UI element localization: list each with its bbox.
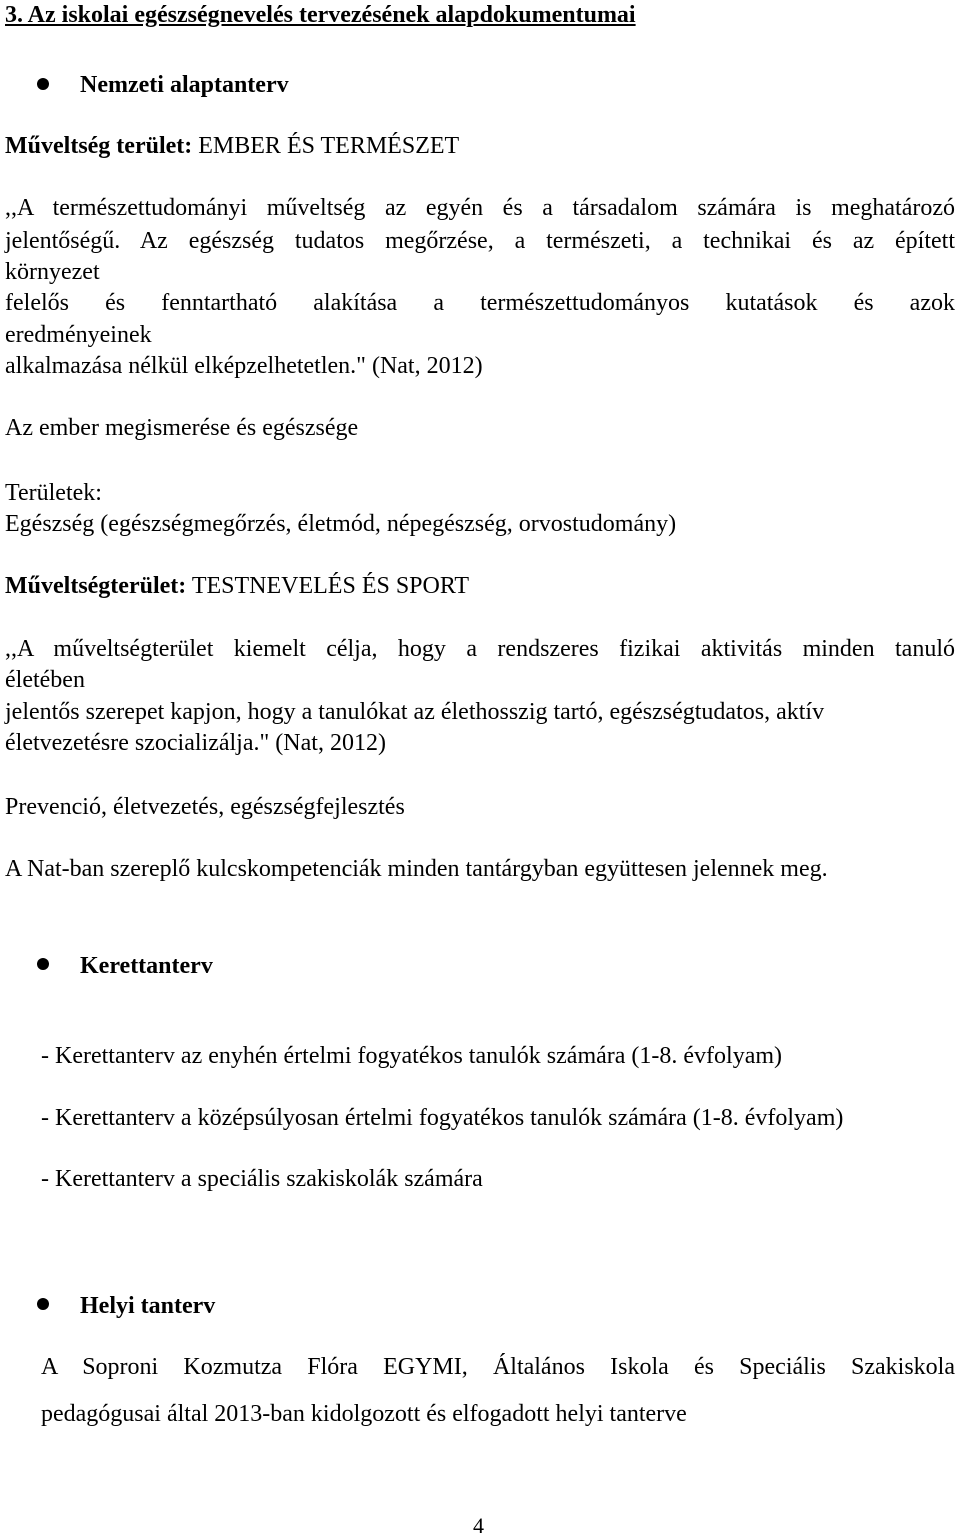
kerettanterv-item: - Kerettanterv az enyhén értelmi fogyatékos tanulók számára (1-8. évfolyam) [41, 1043, 783, 1069]
prevention-text: Prevenció, életvezetés, egészségfejlesztés [5, 794, 405, 820]
helyi-tanterv-line: A Soproni Kozmutza Flóra EGYMI, Általános Iskola és Speciális Szakiskola [41, 1354, 955, 1380]
helyi-tanterv-line: pedagógusai által 2013-ban kidolgozott és elfogadott helyi tanterve [41, 1401, 687, 1427]
quote1-line: eredményeinek [5, 322, 152, 348]
quote2-line: jelentős szerepet kapjon, hogy a tanulókat az élethosszig tartó, egészségtudatos, aktív [5, 699, 825, 725]
quote1-line: jelentőségű. Az egészség tudatos megőrzése, a természeti, a technikai és az épített [5, 228, 955, 254]
bullet-icon [37, 78, 49, 90]
section-title-kerettanterv: Kerettanterv [80, 953, 213, 979]
competencies-text: A Nat-ban szereplő kulcskompetenciák minden tantárgyban együttesen jelennek meg. [5, 856, 828, 882]
bullet-icon [37, 1298, 49, 1310]
area-label: Műveltség terület: [5, 133, 193, 159]
quote2-line: életvezetésre szocializálja." (Nat, 2012) [5, 730, 386, 756]
quote2-line: ,,A műveltségterület kiemelt célja, hogy a rendszeres fizikai aktivitás minden tanuló [5, 636, 955, 662]
quote1-line: felelős és fenntartható alakítása a természettudományos kutatások és azok [5, 290, 955, 316]
area-value: EMBER ÉS TERMÉSZET [192, 133, 460, 159]
page-number: 4 [473, 1513, 484, 1538]
page-heading: 3. Az iskolai egészségnevelés tervezésének alapdokumentumai [5, 2, 636, 28]
bullet-icon [37, 958, 49, 970]
quote1-line: környezet [5, 259, 100, 285]
subtopic: Az ember megismerése és egészsége [5, 415, 359, 441]
kerettanterv-item: - Kerettanterv a középsúlyosan értelmi fogyatékos tanulók számára (1-8. évfolyam) [41, 1105, 844, 1131]
section-title-helyi-tanterv: Helyi tanterv [80, 1293, 216, 1319]
quote1-line: alkalmazása nélkül elképzelhetetlen." (Nat, 2012) [5, 353, 483, 379]
quote1-line: ,,A természettudományi műveltség az egyén és a társadalom számára is meghatározó [5, 195, 955, 221]
areas-value: Egészség (egészségmegőrzés, életmód, népegészség, orvostudomány) [5, 511, 677, 537]
section-title-nat: Nemzeti alaptanterv [80, 72, 289, 98]
area-value: TESTNEVELÉS ÉS SPORT [186, 573, 470, 599]
kerettanterv-item: - Kerettanterv a speciális szakiskolák számára [41, 1166, 483, 1192]
area-line-ember [5, 134, 459, 158]
areas-label: Területek: [5, 480, 102, 506]
quote2-line: életében [5, 667, 85, 693]
area-label: Műveltségterület: [5, 573, 187, 599]
area-line-sport [5, 574, 469, 598]
